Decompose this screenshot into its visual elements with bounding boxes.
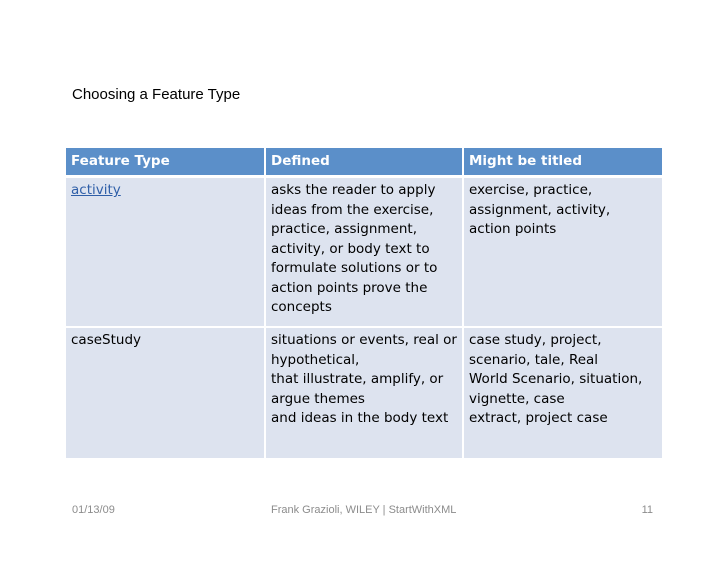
cell-might-be-titled [463, 177, 662, 328]
titled-line: extract, project case [469, 410, 608, 426]
header-might-be-titled: Might be titled [463, 148, 662, 177]
defined-line: asks the reader to apply [271, 182, 436, 198]
feature-type-table [66, 148, 662, 460]
defined-line: ideas from the exercise, [271, 201, 434, 218]
defined-line: concepts [271, 299, 332, 315]
titled-line: assignment, activity, [469, 201, 611, 218]
cell-feature-type [66, 327, 265, 459]
header-feature-type: Feature Type [66, 148, 265, 177]
cell-defined [265, 327, 463, 459]
titled-line: vignette, case [469, 390, 565, 407]
footer-date: 01/13/09 [72, 504, 115, 516]
defined-line: action points prove the [271, 279, 428, 296]
cell-defined [265, 177, 463, 328]
cell-might-be-titled [463, 327, 662, 459]
footer-author: Frank Grazioli, WILEY | StartWithXML [271, 504, 457, 516]
defined-line: situations or events, real or [271, 332, 457, 348]
defined-line: argue themes [271, 390, 365, 407]
activity-link[interactable]: activity [71, 182, 121, 198]
defined-line: formulate solutions or to [271, 260, 438, 276]
titled-line: scenario, tale, Real [469, 351, 599, 368]
page-number: 11 [641, 504, 653, 516]
table-header-row [66, 148, 662, 177]
defined-line: activity, or body text to [271, 240, 430, 257]
defined-line: practice, assignment, [271, 221, 417, 237]
defined-line: hypothetical, [271, 351, 360, 368]
cell-feature-type [66, 177, 265, 328]
titled-line: action points [469, 221, 557, 237]
header-defined: Defined [265, 148, 463, 177]
titled-line: exercise, practice, [469, 182, 593, 198]
defined-line: and ideas in the body text [271, 410, 449, 426]
titled-line: World Scenario, situation, [469, 371, 643, 387]
slide-title: Choosing a Feature Type [72, 86, 241, 103]
defined-line: that illustrate, amplify, or [271, 371, 444, 387]
table-row [66, 177, 662, 328]
feature-type-text: caseStudy [71, 332, 142, 348]
table-row [66, 327, 662, 459]
titled-line: case study, project, [469, 332, 602, 348]
